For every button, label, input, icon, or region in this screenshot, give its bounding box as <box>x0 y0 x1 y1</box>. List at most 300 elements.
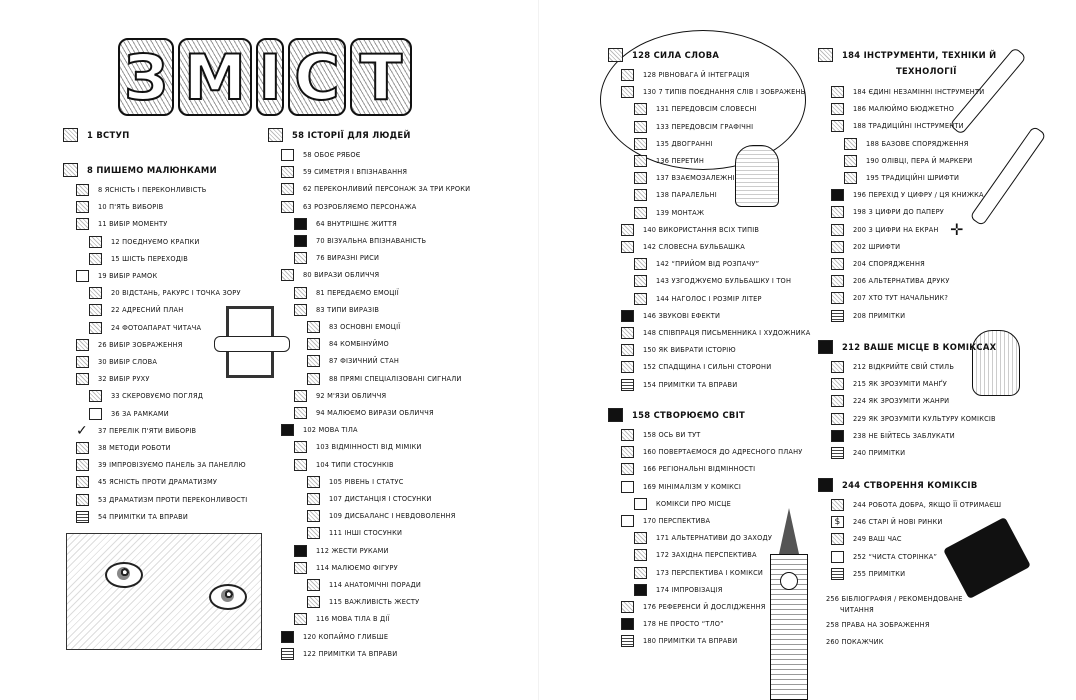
establishing-icon <box>621 446 634 458</box>
toc-entry[interactable] <box>294 545 389 557</box>
entry-label: 59 СИМЕТРІЯ І ВПІЗНАВАННЯ <box>303 168 408 177</box>
toc-entry[interactable] <box>831 499 1001 511</box>
eye-direction-icon <box>89 390 102 402</box>
entry-label: 208 ПРИМІТКИ <box>853 311 906 320</box>
section-title-continued: ТЕХНОЛОГІЇ <box>896 66 957 76</box>
toc-entry[interactable] <box>831 86 984 98</box>
toc-entry[interactable] <box>621 379 737 391</box>
regional-icon <box>621 463 634 475</box>
toc-entry[interactable] <box>76 218 167 230</box>
toc-entry[interactable] <box>634 293 762 305</box>
entry-label: 142 “ПРИЙОМ ВІД РОЗПАЧУ” <box>656 260 760 269</box>
entry-label: 202 ШРИФТИ <box>853 242 901 251</box>
flow-icon <box>76 373 89 385</box>
entry-label: 133 ПЕРЕДОВСІМ ГРАФІЧНІ <box>656 122 754 131</box>
entry-label: 140 ВИКОРИСТАННЯ ВСІХ ТИПІВ <box>643 225 760 234</box>
entry-label: 240 ПРИМІТКИ <box>853 449 906 457</box>
equipment-icon <box>831 258 844 270</box>
toc-entry[interactable] <box>281 631 388 643</box>
character-icon <box>281 183 294 195</box>
toc-section-heading[interactable] <box>63 128 130 142</box>
entry-label: 39 ІМПРОВІЗУЄМО ПАНЕЛЬ ЗА ПАНЕЛЛЮ <box>98 461 246 470</box>
toc-entry[interactable] <box>76 270 157 282</box>
intersecting-icon <box>634 155 647 167</box>
entry-label: 146 ЗВУКОВІ ЕФЕКТИ <box>643 311 721 320</box>
to-paper-icon <box>831 206 844 218</box>
entry-label: 135 ДВОГРАННІ <box>656 139 713 148</box>
toc-entry[interactable] <box>307 527 402 539</box>
entry-label: 258 ПРАВА НА ЗОБРАЖЕННЯ <box>826 621 930 629</box>
entry-label: 122 ПРИМІТКИ ТА ВПРАВИ <box>303 649 398 658</box>
toc-entry[interactable] <box>281 149 361 161</box>
toc-entry[interactable] <box>831 103 954 115</box>
toc-entry[interactable] <box>76 459 246 471</box>
entry-label: 198 З ЦИФРИ ДО ПАПЕРУ <box>853 208 944 217</box>
entry-label: 63 РОЗРОБЛЯЄМО ПЕРСОНАЖА <box>303 202 417 211</box>
entry-label: 142 СЛОВЕСНА БУЛЬБАШКА <box>643 243 745 251</box>
toc-entry[interactable] <box>294 218 397 230</box>
toc-entry[interactable] <box>621 618 724 630</box>
pointing-hand-illustration <box>214 336 290 352</box>
toc-entry[interactable] <box>621 481 741 493</box>
toc-entry[interactable] <box>634 155 704 167</box>
entry-label: 19 ВИБІР РАМОК <box>98 272 158 280</box>
entry-label: 115 ВАЖЛИВІСТЬ ЖЕСТУ <box>329 598 420 607</box>
entry-label: 150 ЯК ВИБРАТИ ІСТОРІЮ <box>643 346 736 355</box>
title-letter: І <box>256 38 284 116</box>
toc-entry[interactable] <box>76 339 182 351</box>
toc-entry[interactable] <box>831 258 925 270</box>
toc-entry[interactable] <box>831 120 964 132</box>
emphasis-icon <box>634 293 647 305</box>
toc-entry[interactable] <box>621 86 805 98</box>
panel-sketch-icon <box>63 163 78 177</box>
entry-label: 131 ПЕРЕДОВСІМ СЛОВЕСНІ <box>656 105 757 114</box>
title-letter: М <box>178 38 252 116</box>
entry-label: 112 ЖЕСТИ РУКАМИ <box>316 546 389 555</box>
toc-entry[interactable] <box>831 206 944 218</box>
toc-entry[interactable] <box>634 584 723 596</box>
entry-label: 80 ВИРАЗИ ОБЛИЧЧЯ <box>303 271 380 280</box>
toc-entry[interactable] <box>307 579 421 591</box>
entry-label: 207 ХТО ТУТ НАЧАЛЬНИК? <box>853 294 949 303</box>
toc-entry[interactable] <box>294 459 394 471</box>
entry-label: 186 МАЛЮЙМО БЮДЖЕТНО <box>853 105 955 114</box>
entry-label: 87 ФІЗИЧНИЙ СТАН <box>329 357 400 366</box>
silhouettes-icon <box>294 235 307 247</box>
entry-label: 190 ОЛІВЦІ, ПЕРА Й МАРКЕРИ <box>866 156 973 165</box>
style-icon <box>831 361 844 373</box>
entry-label: 32 ВИБІР РУХУ <box>98 375 150 384</box>
toc-entry[interactable] <box>621 515 710 527</box>
entry-label: 54 ПРИМІТКИ ТА ВПРАВИ <box>98 512 188 521</box>
zigzag-icon <box>89 236 102 248</box>
toc-entry[interactable] <box>89 322 201 334</box>
entry-label: 116 МОВА ТІЛА В ДІЇ <box>316 615 390 624</box>
entry-label: 249 ВАШ ЧАС <box>853 535 902 544</box>
toc-back-matter-entry[interactable] <box>826 638 884 646</box>
toc-entry[interactable] <box>76 356 157 368</box>
faces-icon <box>281 269 294 281</box>
entry-label: 154 ПРИМІТКИ ТА ВПРАВИ <box>643 380 738 389</box>
word-specific-icon <box>634 103 647 115</box>
entry-label: 30 ВИБІР СЛОВА <box>98 358 158 366</box>
entry-label: КОМІКСИ ПРО МІСЦЕ <box>656 499 731 508</box>
story-icon <box>621 344 634 356</box>
toc-entry[interactable] <box>294 562 398 574</box>
entry-label: 212 ВІДКРИЙТЕ СВІЙ СТИЛЬ <box>853 363 955 371</box>
speech-icon <box>76 356 89 368</box>
interdependent-icon <box>634 172 647 184</box>
toc-entry[interactable] <box>621 601 766 613</box>
toc-entry[interactable] <box>831 378 947 390</box>
character-grid-icon <box>281 201 294 213</box>
balloon-icon <box>621 241 634 253</box>
toc-entry[interactable] <box>634 275 791 287</box>
genres-icon <box>831 395 844 407</box>
entry-label: 180 ПРИМІТКИ ТА ВПРАВИ <box>643 637 738 646</box>
frame-icon <box>76 270 89 282</box>
toc-entry[interactable] <box>844 172 959 184</box>
toc-entry[interactable] <box>281 166 407 178</box>
toc-entry[interactable] <box>831 395 949 407</box>
entry-label: 130 7 ТИПІВ ПОЄДНАННЯ СЛІВ І ЗОБРАЖЕНЬ <box>643 88 806 97</box>
entry-label: 206 АЛЬТЕРНАТИВА ДРУКУ <box>853 277 950 286</box>
entry-label: 109 ДИСБАЛАНС І НЕВДОВОЛЕННЯ <box>329 512 456 521</box>
entry-label: 252 “ЧИСТА СТОРІНКА” <box>853 552 938 561</box>
toc-entry[interactable] <box>621 310 720 322</box>
notes-icon <box>621 379 634 391</box>
notes-icon <box>831 310 844 322</box>
toc-entry[interactable] <box>307 355 399 367</box>
entry-label: 256 БІБЛІОГРАФІЯ / РЕКОМЕНДОВАНЕ <box>826 595 963 603</box>
entry-label: 139 МОНТАЖ <box>656 208 705 217</box>
legacy-icon <box>621 361 634 373</box>
toc-entry[interactable] <box>634 138 713 150</box>
entry-label: 114 МАЛЮЄМО ФІГУРУ <box>316 563 398 572</box>
toc-entry[interactable] <box>831 533 902 545</box>
toc-entry[interactable] <box>634 207 704 219</box>
speech-bubble-icon <box>608 48 623 62</box>
toc-back-matter-entry[interactable] <box>826 595 963 614</box>
toc-entry[interactable] <box>281 201 416 213</box>
print-alt-icon <box>831 275 844 287</box>
toc-entry[interactable] <box>294 613 390 625</box>
page-title <box>118 38 416 116</box>
toc-entry[interactable] <box>831 189 984 201</box>
entry-label: 22 АДРЕСНИЙ ПЛАН <box>111 306 184 315</box>
dollar-icon: $ <box>831 516 844 528</box>
toc-entry[interactable] <box>307 493 431 505</box>
digital-icon <box>831 189 844 201</box>
toc-entry[interactable] <box>294 441 422 453</box>
entry-label: 64 ВНУТРІШНЄ ЖИТТЯ <box>316 219 397 228</box>
toc-entry[interactable] <box>621 446 803 458</box>
blank-face-icon <box>281 149 294 161</box>
making-comics-icon <box>818 478 833 492</box>
toc-entry[interactable] <box>831 516 942 528</box>
toc-entry[interactable] <box>621 463 755 475</box>
budget-icon <box>831 103 844 115</box>
entry-label: 107 ДИСТАНЦІЯ І СТОСУНКИ <box>329 495 432 503</box>
toc-entry[interactable] <box>621 69 749 81</box>
to-screen-icon <box>831 224 844 236</box>
other-relations-icon <box>307 527 320 539</box>
toc-section-heading[interactable] <box>63 163 217 177</box>
toc-entry[interactable] <box>76 442 171 454</box>
toc-entry[interactable] <box>831 568 905 580</box>
title-letter: С <box>288 38 346 116</box>
toc-section-heading[interactable] <box>608 48 719 62</box>
notes-icon <box>76 511 89 523</box>
entry-label: 114 АНАТОМІЧНІ ПОРАДИ <box>329 581 421 589</box>
pencils-icon <box>844 155 857 167</box>
toc-entry[interactable] <box>634 121 753 133</box>
entry-label: 8 ЯСНІСТЬ І ПЕРЕКОНЛИВІСТЬ <box>98 186 207 194</box>
toc-entry[interactable] <box>281 424 358 436</box>
toc-entry[interactable] <box>831 447 905 459</box>
parallel-icon <box>634 189 647 201</box>
toc-entry[interactable] <box>831 413 996 425</box>
entry-label: 36 ЗА РАМКАМИ <box>111 409 169 418</box>
toc-entry[interactable] <box>89 287 241 299</box>
entry-label: 188 ТРАДИЦІЙНІ ІНСТРУМЕНТИ <box>853 122 964 131</box>
toc-entry[interactable] <box>281 269 379 281</box>
anvil-icon <box>76 476 89 488</box>
toc-entry[interactable] <box>621 361 771 373</box>
entry-label: 38 МЕТОДИ РОБОТИ <box>98 444 171 452</box>
dig-icon <box>281 631 294 643</box>
entry-label: 102 МОВА ТІЛА <box>303 426 358 435</box>
culture-icon <box>831 413 844 425</box>
drama-icon <box>76 494 89 506</box>
toc-entry[interactable] <box>76 201 163 213</box>
notes-icon <box>281 648 294 660</box>
entry-label: 260 ПОКАЖЧИК <box>826 638 884 646</box>
entry-label: 215 ЯК ЗРОЗУМІТИ МАНҐУ <box>853 380 947 389</box>
checkmark-icon: ✓ <box>76 422 88 439</box>
toc-entry[interactable] <box>621 429 701 441</box>
signals-icon <box>307 373 320 385</box>
toc-entry[interactable] <box>294 252 379 264</box>
emotion-icon <box>294 287 307 299</box>
entry-label: 94 МАЛЮЄМО ВИРАЗИ ОБЛИЧЧЯ <box>316 409 434 417</box>
section-title: 184 ІНСТРУМЕНТИ, ТЕХНІКИ Й <box>842 50 997 60</box>
toc-entry[interactable] <box>634 498 731 510</box>
boss-icon <box>831 292 844 304</box>
toc-entry[interactable] <box>294 390 386 402</box>
section-title: 128 СИЛА СЛОВА <box>632 50 720 60</box>
toc-entry[interactable] <box>89 408 169 420</box>
features-icon <box>294 252 307 264</box>
entry-label: 88 ПРЯМІ СПЕЦІАЛІЗОВАНІ СИГНАЛИ <box>329 374 462 383</box>
your-place-icon <box>818 340 833 354</box>
methods-icon <box>76 442 89 454</box>
lost-icon <box>831 430 844 442</box>
entry-label: 83 ТИПИ ВИРАЗІВ <box>316 305 380 314</box>
toc-entry[interactable] <box>831 430 955 442</box>
eyes-comic-panel <box>66 533 262 650</box>
toc-entry[interactable] <box>831 275 950 287</box>
toc-entry[interactable] <box>831 224 939 236</box>
pen-icon <box>76 184 89 196</box>
hands-icon <box>294 545 307 557</box>
angle-icon <box>89 287 102 299</box>
toc-entry[interactable] <box>281 648 397 660</box>
toc-entry[interactable] <box>621 241 745 253</box>
entry-label: 103 ВІДМІННОСТІ ВІД МІМІКИ <box>316 443 422 452</box>
despair-icon <box>634 258 647 270</box>
toc-entry[interactable] <box>307 321 400 333</box>
toc-entry[interactable] <box>634 567 763 579</box>
toc-entry[interactable] <box>634 103 757 115</box>
entry-label: 143 УЗГОДЖУЄМО БУЛЬБАШКУ І ТОН <box>656 277 792 286</box>
entry-label: 176 РЕФЕРЕНСИ Й ДОСЛІДЖЕННЯ <box>643 603 766 611</box>
toc-section-heading[interactable] <box>608 408 745 422</box>
background-icon <box>621 618 634 630</box>
entry-label: 81 ПЕРЕДАЄМО ЕМОЦІЇ <box>316 288 399 297</box>
toc-entry[interactable] <box>621 327 810 339</box>
toc-entry[interactable] <box>307 476 404 488</box>
toc-entry[interactable] <box>89 253 188 265</box>
toc-back-matter-entry[interactable] <box>826 621 930 629</box>
entry-label: 244 РОБОТА ДОБРА, ЯКЩО ЇЇ ОТРИМАЄШ <box>853 501 1002 509</box>
entry-label: 120 КОПАЙМО ГЛИБШЕ <box>303 632 389 641</box>
drawing-face-icon <box>294 407 307 419</box>
gesture-icon <box>307 596 320 608</box>
toc-entry[interactable] <box>831 292 948 304</box>
toc-entry[interactable] <box>76 494 247 506</box>
action-icon <box>294 613 307 625</box>
entry-label: 238 НЕ БІЙТЕСЬ ЗАБЛУКАТИ <box>853 431 955 440</box>
toc-entry[interactable] <box>307 596 419 608</box>
section-title: 8 ПИШЕМО МАЛЮНКАМИ <box>87 165 217 175</box>
picture-specific-icon <box>634 121 647 133</box>
perspective-comics-icon <box>634 567 647 579</box>
sound-fx-icon <box>621 310 634 322</box>
entry-label: 70 ВІЗУАЛЬНА ВПІЗНАВАНІСТЬ <box>316 237 427 245</box>
tone-icon <box>634 275 647 287</box>
toc-entry[interactable] <box>294 407 434 419</box>
toc-entry[interactable] <box>831 551 937 563</box>
entry-label: 160 ПОВЕРТАЄМОСЯ ДО АДРЕСНОГО ПЛАНУ <box>643 448 803 457</box>
toc-entry[interactable] <box>89 304 183 316</box>
toc-entry[interactable] <box>89 236 200 248</box>
improv-icon <box>76 459 89 471</box>
entry-label: 138 ПАРАЛЕЛЬНІ <box>656 191 717 200</box>
toc-entry[interactable] <box>76 476 217 488</box>
toc-entry[interactable] <box>294 287 399 299</box>
toc-entry[interactable] <box>281 183 470 195</box>
toc-entry[interactable] <box>76 184 206 196</box>
toc-section-heading[interactable] <box>818 340 996 354</box>
toc-entry[interactable] <box>634 189 717 201</box>
toc-section-heading[interactable] <box>818 478 978 492</box>
entry-label: 224 ЯК ЗРОЗУМІТИ ЖАНРИ <box>853 397 950 406</box>
toc-entry[interactable] <box>844 138 969 150</box>
toc-entry[interactable] <box>634 172 735 184</box>
clock-face-icon <box>780 572 798 590</box>
entry-label: 83 ОСНОВНІ ЕМОЦІЇ <box>329 323 401 331</box>
toc-section-heading[interactable] <box>818 48 996 62</box>
expression-types-icon <box>294 304 307 316</box>
manga-icon <box>831 378 844 390</box>
toc-entry[interactable] <box>294 235 426 247</box>
clock-icon <box>76 218 89 230</box>
body-language-icon <box>281 424 294 436</box>
entry-label: 229 ЯК ЗРОЗУМІТИ КУЛЬТУРУ КОМІКСІВ <box>853 414 996 423</box>
toc-entry[interactable] <box>831 241 900 253</box>
entry-label: 246 СТАРІ Й НОВІ РИНКИ <box>853 518 943 527</box>
camera-icon <box>89 322 102 334</box>
toc-entry[interactable] <box>634 549 757 561</box>
toc-entry[interactable] <box>621 344 736 356</box>
entry-label: 76 ВИРАЗНІ РИСИ <box>316 254 380 263</box>
collab-icon <box>621 327 634 339</box>
entry-label: 12 ПОЄДНУЄМО КРАПКИ <box>111 237 200 246</box>
right-eye-illustration <box>209 584 247 610</box>
toc-entry[interactable] <box>76 373 150 385</box>
toc-entry[interactable] <box>89 390 203 402</box>
inner-life-icon <box>294 218 307 230</box>
entry-label: 128 РІВНОВАГА Й ІНТЕГРАЦІЯ <box>643 71 750 79</box>
shouting-man-illustration <box>735 145 779 207</box>
entry-label: 92 М'ЯЗИ ОБЛИЧЧЯ <box>316 391 387 400</box>
section-title: 244 СТВОРЕННЯ КОМІКСІВ <box>842 480 978 490</box>
toc-entry[interactable] <box>307 373 462 385</box>
toc-entry[interactable] <box>831 310 905 322</box>
tools-icon <box>818 48 833 62</box>
title-letter: З <box>118 38 174 116</box>
entry-label: 11 ВИБІР МОМЕНТУ <box>98 220 168 229</box>
toc-entry[interactable] <box>621 635 737 647</box>
anatomy-icon <box>307 579 320 591</box>
section-title: 1 ВСТУП <box>87 130 130 140</box>
toc-entry[interactable] <box>844 155 972 167</box>
entry-label: 184 ЄДИНІ НЕЗАМІННІ ІНСТРУМЕНТИ <box>853 88 985 96</box>
toc-entry[interactable] <box>307 338 389 350</box>
toc-entry[interactable] <box>76 511 188 523</box>
toc-entry[interactable] <box>76 422 197 439</box>
toc-entry[interactable] <box>621 224 759 236</box>
relations-icon <box>294 459 307 471</box>
toc-entry[interactable] <box>294 304 379 316</box>
moon-icon <box>608 408 623 422</box>
two-panels-icon <box>89 253 102 265</box>
notes-icon <box>831 568 844 580</box>
toc-entry[interactable] <box>634 532 772 544</box>
fonts-icon <box>831 241 844 253</box>
imbalance-icon <box>307 510 320 522</box>
duo-specific-icon <box>634 138 647 150</box>
toc-entry[interactable] <box>831 361 954 373</box>
toc-section-heading[interactable] <box>268 128 411 142</box>
entry-label: 10 П'ЯТЬ ВИБОРІВ <box>98 203 164 212</box>
dots-icon <box>76 201 89 213</box>
toc-entry[interactable] <box>307 510 456 522</box>
western-icon <box>634 549 647 561</box>
toc-entry[interactable] <box>634 258 759 270</box>
entry-label: 84 КОМБІНУЙМО <box>329 340 389 349</box>
alternatives-icon <box>634 532 647 544</box>
entry-label: 172 ЗАХІДНА ПЕРСПЕКТИВА <box>656 551 757 560</box>
entry-label: 255 ПРИМІТКИ <box>853 569 906 578</box>
page-gutter <box>538 0 539 700</box>
blank-page-icon <box>831 551 844 563</box>
entry-label: 111 ІНШІ СТОСУНКИ <box>329 529 403 538</box>
place-icon <box>634 498 647 510</box>
beyond-frame-icon <box>89 408 102 420</box>
